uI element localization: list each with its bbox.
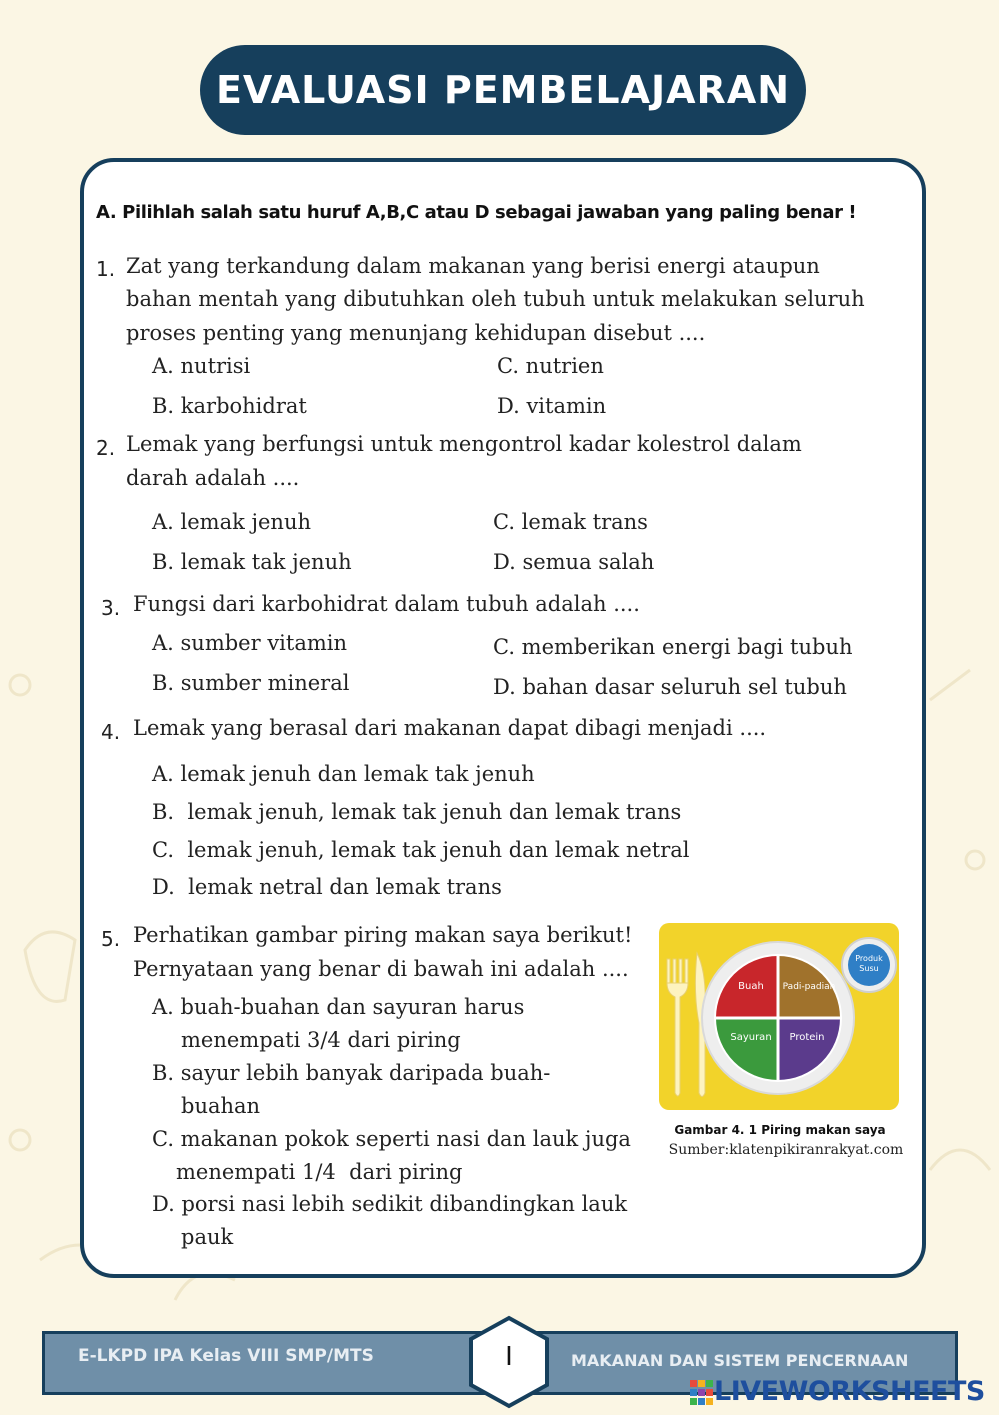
label-protein: Protein [789, 1032, 825, 1043]
question-5-option-b[interactable]: B. sayur lebih banyak daripada buah- [152, 1061, 551, 1085]
question-4-option-b[interactable]: B. lemak jenuh, lemak tak jenuh dan lemak trans [152, 800, 682, 824]
figure-caption: Gambar 4. 1 Piring makan saya [674, 1123, 886, 1137]
question-1-line-3: proses penting yang menunjang kehidupan disebut .... [126, 321, 706, 345]
question-5-option-c-cont[interactable]: menempati 1/4 dari piring [176, 1160, 463, 1184]
question-4-option-d[interactable]: D. lemak netral dan lemak trans [152, 875, 502, 899]
question-5-option-b-cont[interactable]: buahan [181, 1094, 261, 1118]
question-2-option-d[interactable]: D. semua salah [493, 550, 655, 574]
question-3-option-c[interactable]: C. memberikan energi bagi tubuh [493, 635, 853, 659]
myplate-illustration [659, 923, 899, 1110]
question-1-option-c[interactable]: C. nutrien [497, 354, 604, 378]
dairy-cup-icon [842, 938, 896, 992]
question-1-line-2: bahan mentah yang dibutuhkan oleh tubuh untuk melakukan seluruh [126, 287, 865, 311]
question-3-line-1: Fungsi dari karbohidrat dalam tubuh adalah .... [133, 592, 640, 616]
label-sayuran: Sayuran [730, 1032, 772, 1043]
liveworksheets-watermark[interactable]: LIVEWORKSHEETS [714, 1376, 985, 1407]
question-4-option-a[interactable]: A. lemak jenuh dan lemak tak jenuh [152, 762, 535, 786]
question-4-option-c[interactable]: C. lemak jenuh, lemak tak jenuh dan lemak netral [152, 838, 690, 862]
page-title: EVALUASI PEMBELAJARAN [215, 68, 791, 112]
question-5-option-a[interactable]: A. buah-buahan dan sayuran harus [152, 995, 525, 1019]
question-3-number: 3. [101, 596, 121, 620]
question-3-option-d[interactable]: D. bahan dasar seluruh sel tubuh [493, 675, 847, 699]
label-susu-2: Susu [859, 964, 879, 973]
question-1-line-1: Zat yang terkandung dalam makanan yang berisi energi ataupun [126, 254, 820, 278]
question-2-number: 2. [96, 436, 116, 460]
page-number: I [505, 1342, 513, 1372]
question-3-option-a[interactable]: A. sumber vitamin [152, 631, 348, 655]
question-5-line-2: Pernyataan yang benar di bawah ini adalah .... [133, 957, 629, 981]
question-2-option-a[interactable]: A. lemak jenuh [152, 510, 312, 534]
question-2-option-c[interactable]: C. lemak trans [493, 510, 648, 534]
question-5-number: 5. [101, 927, 121, 951]
question-1-option-a[interactable]: A. nutrisi [152, 354, 251, 378]
footer-right-text: MAKANAN DAN SISTEM PENCERNAAN [571, 1351, 909, 1370]
question-4-line-1: Lemak yang berasal dari makanan dapat dibagi menjadi .... [133, 716, 767, 740]
question-5-option-d-cont[interactable]: pauk [181, 1225, 234, 1249]
question-2-option-b[interactable]: B. lemak tak jenuh [152, 550, 352, 574]
figure-source: Sumber:klatenpikiranrakyat.com [668, 1142, 904, 1158]
question-1-option-b[interactable]: B. karbohidrat [152, 394, 307, 418]
question-1-option-d[interactable]: D. vitamin [497, 394, 607, 418]
question-2-line-1: Lemak yang berfungsi untuk mengontrol kadar kolestrol dalam [126, 432, 802, 456]
fork-icon [667, 959, 688, 1096]
question-5-option-c[interactable]: C. makanan pokok seperti nasi dan lauk juga [152, 1127, 631, 1151]
myplate-figure [659, 923, 899, 1110]
question-3-option-b[interactable]: B. sumber mineral [152, 671, 350, 695]
title-banner [200, 45, 806, 135]
instruction-text: A. Pilihlah salah satu huruf A,B,C atau D sebagai jawaban yang paling benar ! [96, 202, 857, 223]
label-buah: Buah [738, 981, 764, 992]
liveworksheets-logo-icon [690, 1380, 714, 1406]
label-susu-1: Produk [855, 954, 883, 963]
question-4-number: 4. [101, 720, 121, 744]
question-2-line-2: darah adalah .... [126, 466, 300, 490]
label-padi: Padi-padian [782, 982, 836, 992]
question-5-option-d[interactable]: D. porsi nasi lebih sedikit dibandingkan lauk [152, 1192, 628, 1216]
question-5-line-1: Perhatikan gambar piring makan saya berikut! [133, 923, 633, 947]
footer-left-text: E-LKPD IPA Kelas VIII SMP/MTS [78, 1346, 374, 1366]
question-5-option-a-cont[interactable]: menempati 3/4 dari piring [181, 1028, 461, 1052]
question-1-number: 1. [96, 257, 116, 281]
